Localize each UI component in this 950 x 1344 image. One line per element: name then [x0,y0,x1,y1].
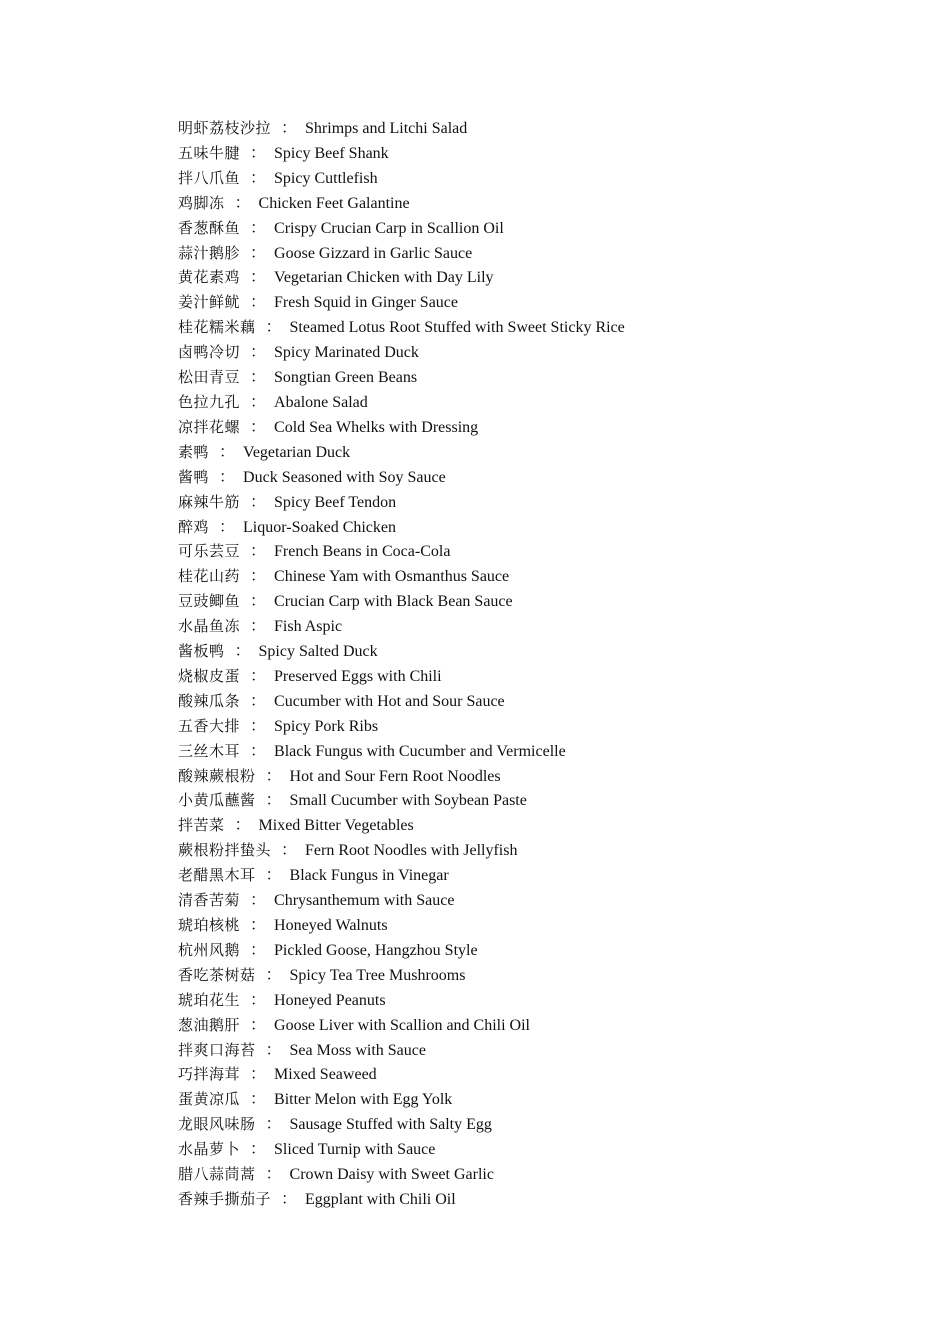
dish-entry [178,216,625,241]
dish-english-name: Abalone Salad [274,393,368,411]
dish-chinese-name: 香葱酥鱼 [178,218,241,237]
dish-entry [178,166,625,191]
dish-english-name: Liquor-Soaked Chicken [243,518,397,536]
name-separator: ： [250,493,267,511]
dish-entry [178,241,625,266]
dish-english-name: Fish Aspic [274,618,343,636]
dish-chinese-name: 香辣手撕茄子 [178,1189,272,1208]
name-separator: ： [265,1116,282,1134]
dish-chinese-name: 素鸭 [178,442,210,461]
dish-entry [178,539,625,564]
dish-english-name: Spicy Beef Shank [274,144,389,162]
name-separator: ： [250,393,267,411]
dish-chinese-name: 龙眼风味肠 [178,1115,256,1134]
name-separator: ： [265,319,282,337]
dish-entry [178,1137,625,1162]
name-separator: ： [219,443,236,461]
dish-entry [178,913,625,938]
dish-english-name: French Beans in Coca-Cola [274,543,451,561]
dish-entry [178,290,625,315]
dish-entry [178,589,625,614]
dish-chinese-name: 琥珀花生 [178,990,241,1009]
dish-entry [178,315,625,340]
dish-chinese-name: 蒜汁鹅胗 [178,243,241,262]
dish-chinese-name: 卤鸭冷切 [178,343,241,362]
name-separator: ： [250,169,267,187]
name-separator: ： [234,643,251,661]
name-separator: ： [265,767,282,785]
dish-entry [178,116,625,141]
dish-english-name: Songtian Green Beans [274,369,418,387]
name-separator: ： [250,568,267,586]
dish-entry [178,963,625,988]
dish-entry [178,1038,625,1063]
name-separator: ： [250,917,267,934]
dish-english-name: Spicy Pork Ribs [274,717,379,735]
name-separator: ： [281,1190,298,1208]
dish-english-name: Mixed Bitter Vegetables [258,817,414,835]
name-separator: ： [234,194,251,212]
name-separator: ： [234,817,251,835]
dish-entry [178,265,625,290]
dish-english-name: Sliced Turnip with Sauce [274,1141,436,1159]
dish-chinese-name: 拌八爪鱼 [178,168,241,187]
dish-entry [178,564,625,589]
dish-english-name: Mixed Seaweed [274,1066,377,1084]
dish-chinese-name: 葱油鹅肝 [178,1015,241,1034]
name-separator: ： [250,991,267,1009]
dish-english-name: Crispy Crucian Carp in Scallion Oil [274,219,504,237]
dish-chinese-name: 拌苦菜 [178,816,225,835]
dish-english-name: Spicy Beef Tendon [274,493,397,511]
dish-list [178,116,625,1212]
dish-chinese-name: 杭州风鹅 [178,940,241,959]
dish-english-name: Chicken Feet Galantine [258,194,410,212]
dish-chinese-name: 腊八蒜茼蒿 [178,1165,256,1184]
dish-chinese-name: 色拉九孔 [178,392,241,411]
name-separator: ： [250,219,267,237]
dish-english-name: Fern Root Noodles with Jellyfish [305,842,518,860]
dish-entry [178,689,625,714]
name-separator: ： [250,1016,267,1034]
dish-entry [178,1187,625,1212]
dish-english-name: Black Fungus with Cucumber and Vermicelle [274,742,566,760]
dish-entry [178,191,625,216]
dish-english-name: Goose Gizzard in Garlic Sauce [274,244,473,262]
dish-chinese-name: 香吃茶树菇 [178,965,256,984]
name-separator: ： [219,518,236,536]
dish-entry [178,714,625,739]
name-separator: ： [250,1091,267,1109]
dish-entry [178,988,625,1013]
name-separator: ： [219,468,236,486]
name-separator: ： [265,966,282,984]
dish-english-name: Goose Liver with Scallion and Chili Oil [274,1016,530,1034]
dish-chinese-name: 明虾荔枝沙拉 [178,119,272,137]
dish-english-name: Spicy Cuttlefish [274,169,378,187]
name-separator: ： [250,1141,267,1159]
name-separator: ： [250,667,267,685]
dish-chinese-name: 可乐芸豆 [178,542,241,561]
dish-entry [178,365,625,390]
dish-chinese-name: 凉拌花螺 [178,417,241,436]
dish-chinese-name: 姜汁鲜鱿 [178,293,241,312]
dish-chinese-name: 鸡脚冻 [178,193,225,212]
dish-entry [178,739,625,764]
dish-entry [178,838,625,863]
dish-english-name: Spicy Tea Tree Mushrooms [289,966,466,984]
name-separator: ： [265,1041,282,1059]
dish-chinese-name: 巧拌海茸 [178,1065,241,1084]
dish-english-name: Fresh Squid in Ginger Sauce [274,294,459,312]
dish-english-name: Hot and Sour Fern Root Noodles [289,767,501,785]
dish-english-name: Duck Seasoned with Soy Sauce [243,468,446,486]
name-separator: ： [250,344,267,362]
name-separator: ： [250,543,267,561]
dish-chinese-name: 烧椒皮蛋 [178,666,241,685]
dish-entry [178,938,625,963]
dish-chinese-name: 酱板鸭 [178,642,225,661]
dish-english-name: Crown Daisy with Sweet Garlic [289,1166,494,1184]
dish-entry [178,863,625,888]
name-separator: ： [250,294,267,312]
dish-chinese-name: 黄花素鸡 [178,268,241,287]
dish-english-name: Steamed Lotus Root Stuffed with Sweet Sticky Rice [289,319,625,337]
dish-english-name: Black Fungus in Vinegar [289,867,449,885]
dish-entry [178,888,625,913]
dish-english-name: Chinese Yam with Osmanthus Sauce [274,568,510,586]
name-separator: ： [250,369,267,387]
name-separator: ： [250,418,267,436]
dish-chinese-name: 桂花糯米藕 [178,318,256,337]
dish-entry [178,764,625,789]
dish-chinese-name: 蛋黄凉瓜 [178,1090,241,1109]
dish-english-name: Honeyed Peanuts [274,991,386,1009]
dish-chinese-name: 三丝木耳 [178,741,241,760]
dish-english-name: Vegetarian Duck [243,443,351,461]
dish-chinese-name: 松田青豆 [178,368,241,387]
name-separator: ： [265,792,282,810]
dish-chinese-name: 拌爽口海苔 [178,1040,256,1059]
dish-english-name: Chrysanthemum with Sauce [274,892,455,910]
name-separator: ： [250,244,267,262]
dish-chinese-name: 老醋黑木耳 [178,866,256,885]
name-separator: ： [250,717,267,735]
dish-chinese-name: 五香大排 [178,716,241,735]
dish-english-name: Cucumber with Hot and Sour Sauce [274,692,505,710]
dish-chinese-name: 琥珀核桃 [178,916,241,934]
dish-chinese-name: 小黄瓜蘸酱 [178,791,256,810]
dish-chinese-name: 酸辣蕨根粉 [178,766,256,785]
dish-entry [178,390,625,415]
dish-english-name: Sausage Stuffed with Salty Egg [289,1116,492,1134]
name-separator: ： [250,269,267,287]
dish-chinese-name: 麻辣牛筋 [178,492,241,511]
dish-english-name: Small Cucumber with Soybean Paste [289,792,527,810]
name-separator: ： [250,1066,267,1084]
dish-entry [178,490,625,515]
dish-chinese-name: 水晶萝卜 [178,1140,241,1159]
dish-chinese-name: 蕨根粉拌蛰头 [178,841,272,860]
dish-entry [178,141,625,166]
dish-chinese-name: 酱鸭 [178,467,210,486]
name-separator: ： [281,120,298,137]
dish-english-name: Bitter Melon with Egg Yolk [274,1091,453,1109]
name-separator: ： [250,618,267,636]
dish-chinese-name: 醉鸡 [178,517,210,536]
dish-entry [178,1062,625,1087]
dish-entry [178,340,625,365]
dish-entry [178,788,625,813]
dish-entry [178,664,625,689]
dish-chinese-name: 水晶鱼冻 [178,617,241,636]
dish-english-name: Honeyed Walnuts [274,917,388,934]
dish-chinese-name: 豆豉鲫鱼 [178,592,241,611]
name-separator: ： [250,742,267,760]
dish-english-name: Cold Sea Whelks with Dressing [274,418,479,436]
name-separator: ： [250,892,267,910]
dish-entry [178,1112,625,1137]
dish-entry [178,1013,625,1038]
name-separator: ： [250,941,267,959]
name-separator: ： [250,593,267,611]
name-separator: ： [265,1166,282,1184]
dish-entry [178,1087,625,1112]
name-separator: ： [281,842,298,860]
dish-chinese-name: 酸辣瓜条 [178,691,241,710]
dish-chinese-name: 五味牛腱 [178,143,241,162]
dish-chinese-name: 桂花山药 [178,567,241,586]
dish-english-name: Spicy Salted Duck [258,643,378,661]
dish-english-name: Preserved Eggs with Chili [274,667,442,685]
dish-english-name: Vegetarian Chicken with Day Lily [274,269,494,287]
dish-english-name: Shrimps and Litchi Salad [305,120,468,137]
dish-entry [178,1162,625,1187]
dish-chinese-name: 清香苦菊 [178,891,241,910]
dish-entry [178,813,625,838]
dish-english-name: Spicy Marinated Duck [274,344,419,362]
dish-entry [178,515,625,540]
name-separator: ： [250,692,267,710]
dish-english-name: Sea Moss with Sauce [289,1041,426,1059]
name-separator: ： [265,867,282,885]
dish-entry [178,639,625,664]
dish-english-name: Pickled Goose, Hangzhou Style [274,941,478,959]
dish-english-name: Eggplant with Chili Oil [305,1190,456,1208]
dish-entry [178,440,625,465]
dish-entry [178,614,625,639]
dish-entry [178,465,625,490]
dish-english-name: Crucian Carp with Black Bean Sauce [274,593,513,611]
name-separator: ： [250,144,267,162]
dish-entry [178,415,625,440]
